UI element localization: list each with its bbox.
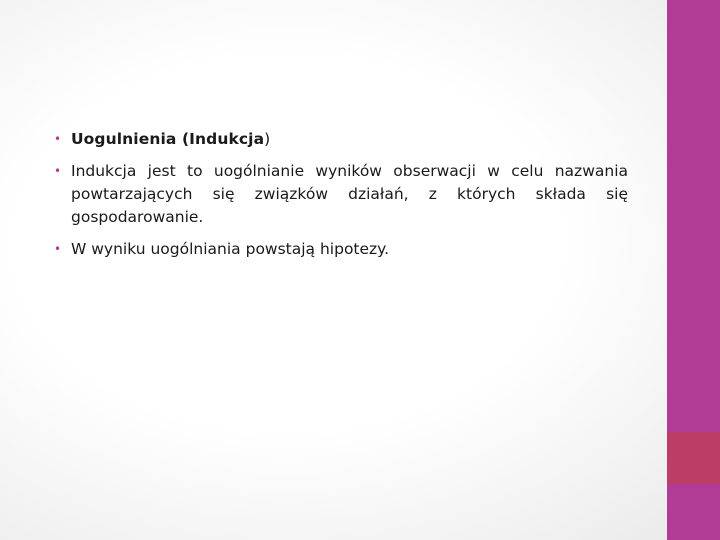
bullet-icon: • bbox=[54, 164, 62, 178]
side-decor-accent bbox=[667, 432, 720, 484]
bullet-item bbox=[54, 238, 628, 261]
bullet-icon: • bbox=[54, 132, 62, 146]
bullet-text: Uogulnienia (Indukcja bbox=[71, 130, 265, 148]
bullet-text: Indukcja jest to uogólnianie wyników obserwacji w celu nazwania powtarzających się związków działań, z których składa się gospodarowanie. bbox=[71, 162, 628, 226]
bullet-icon: • bbox=[54, 242, 62, 256]
bullet-item bbox=[54, 128, 628, 151]
bullet-list bbox=[54, 128, 628, 270]
bullet-text: W wyniku uogólniania powstają hipotezy. bbox=[71, 240, 390, 258]
bullet-text-suffix: ) bbox=[264, 130, 271, 148]
bullet-item bbox=[54, 160, 628, 229]
